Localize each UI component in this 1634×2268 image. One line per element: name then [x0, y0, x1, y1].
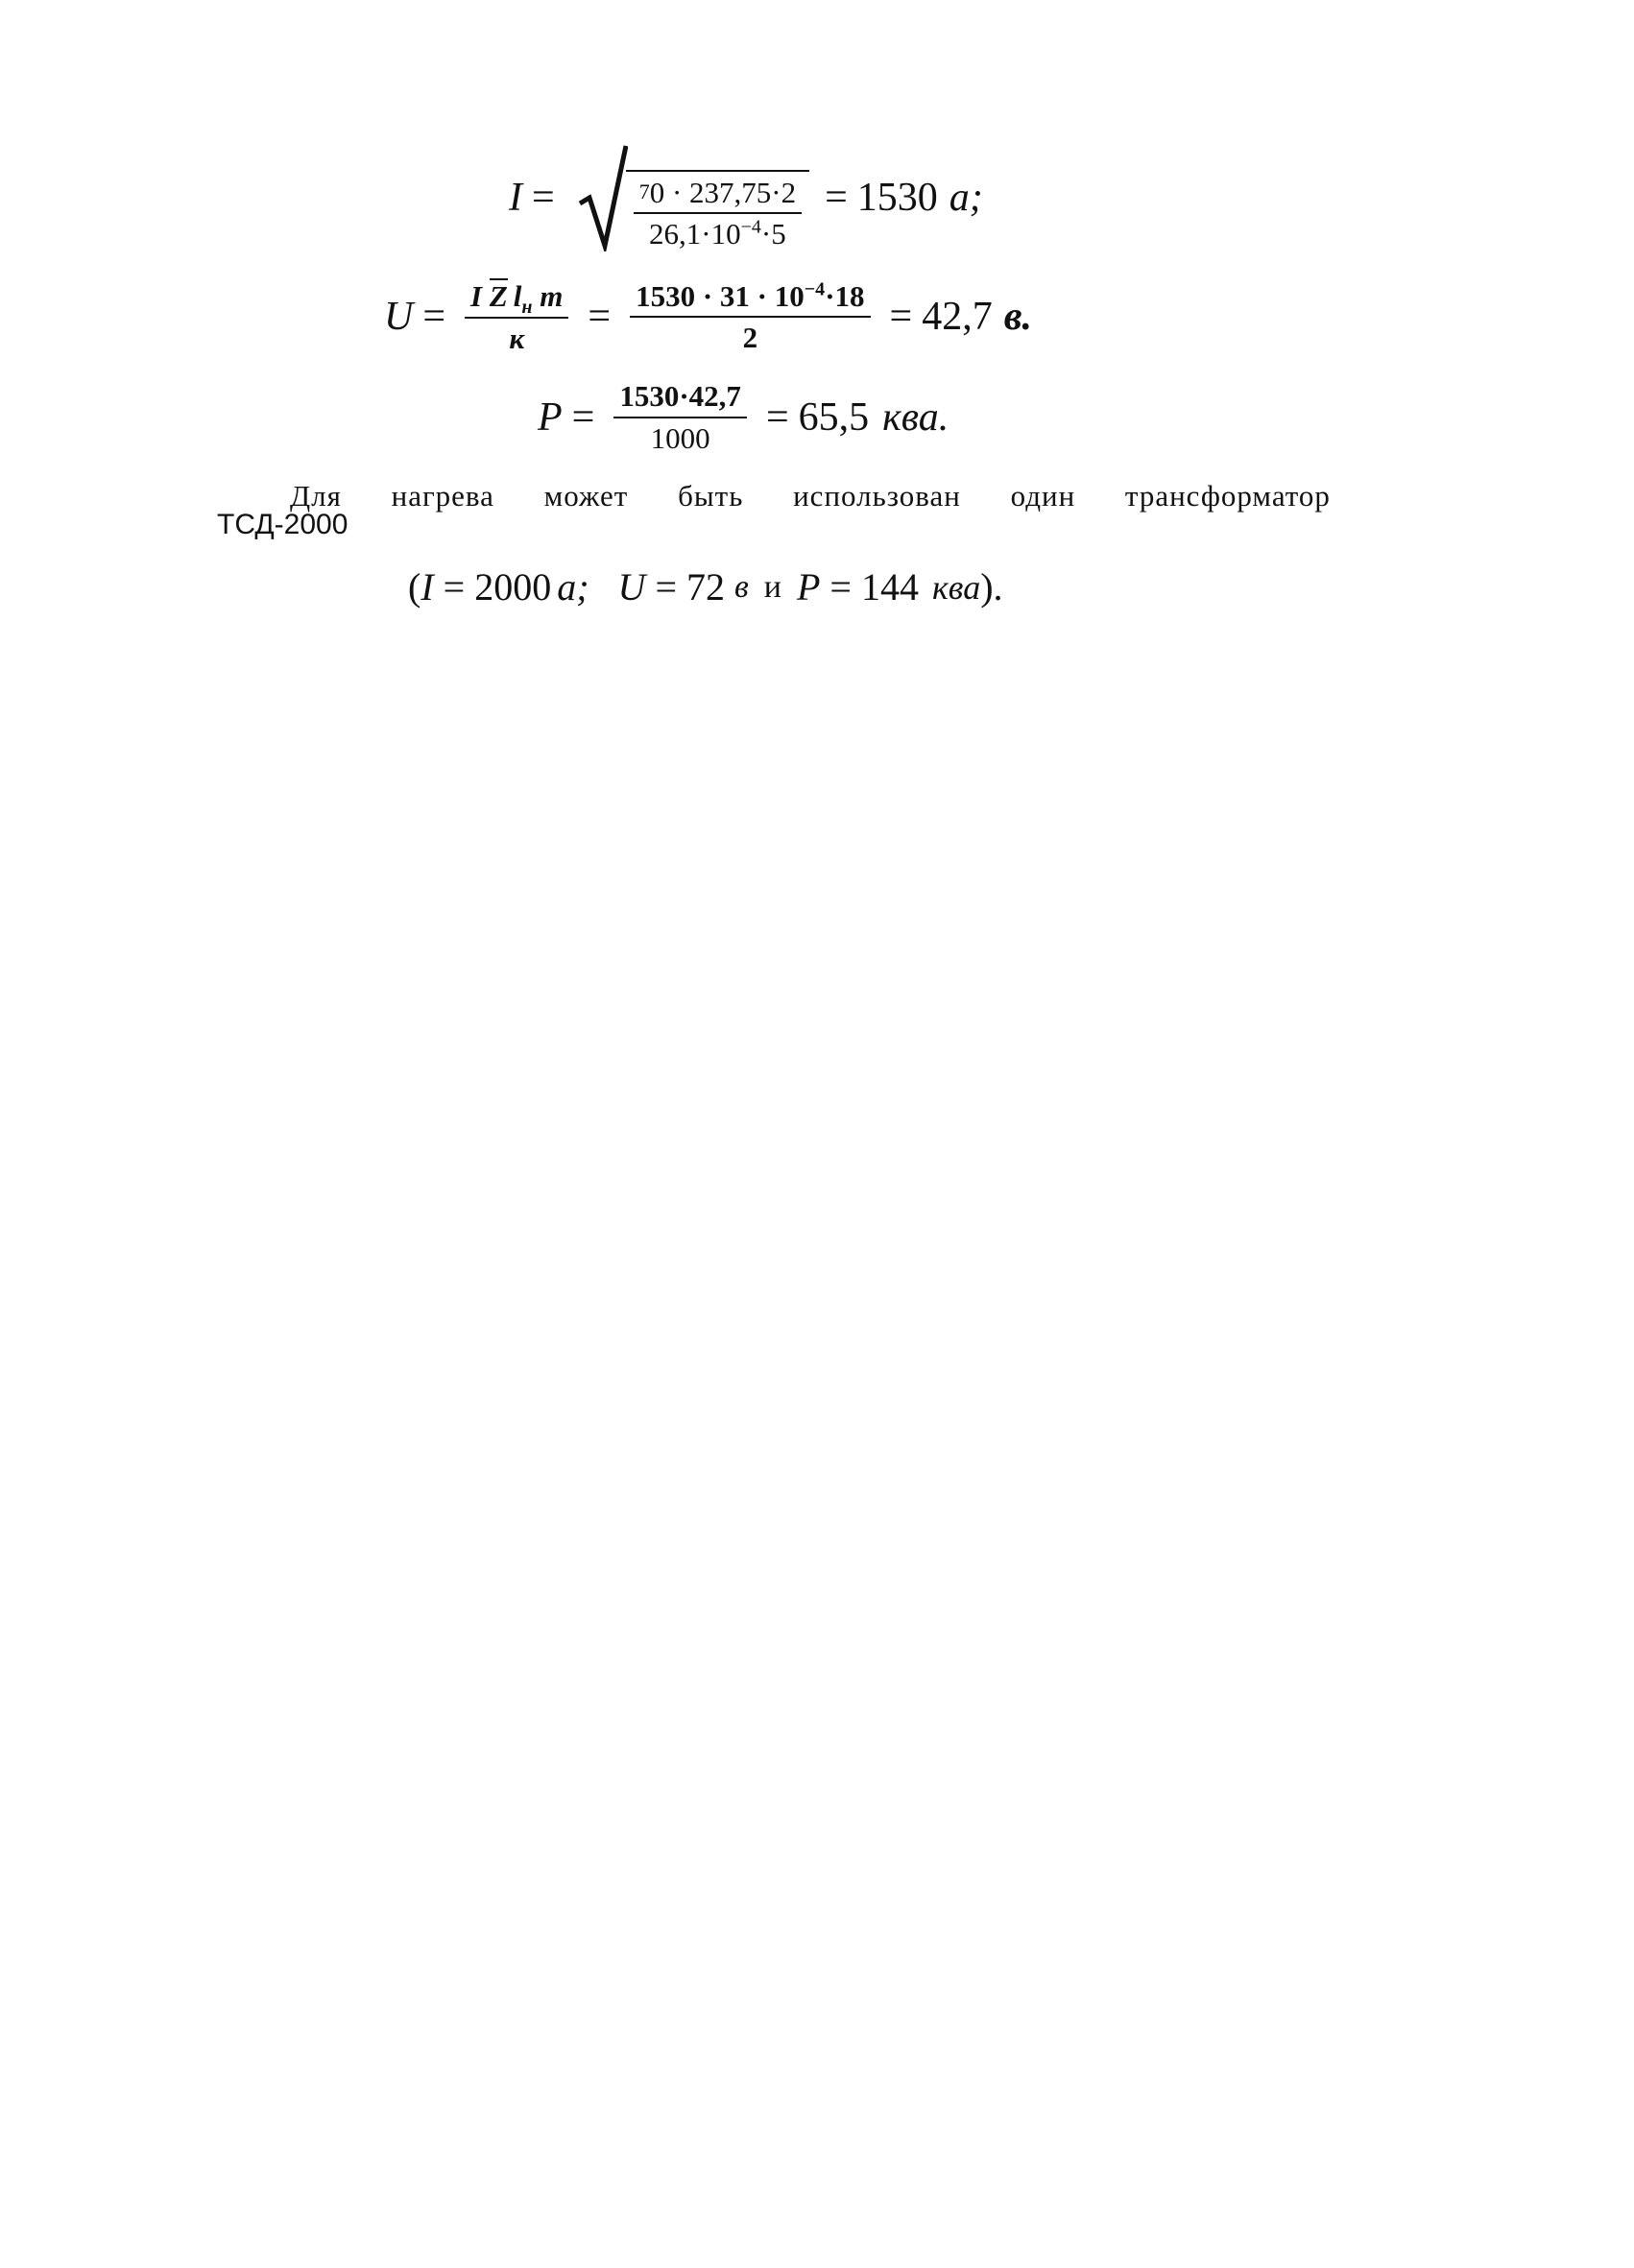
radicand: [626, 170, 809, 251]
symbol-l-subscript: н: [521, 297, 533, 319]
eq4-equals-c: =: [829, 565, 852, 609]
eq4-symbol-P: P: [796, 565, 821, 609]
square-root: [578, 144, 809, 251]
eq4-I-unit: a;: [557, 565, 589, 609]
fraction-bar: [630, 316, 870, 318]
paragraph-line-2: ТСД-2000: [217, 509, 348, 541]
eq1-lhs: I: [509, 176, 522, 220]
eq2-fraction-numeric: [630, 279, 870, 355]
paragraph-word: использован: [793, 479, 961, 513]
eq4-open-paren: (: [408, 565, 421, 609]
eq4-conjunction: и: [763, 568, 781, 605]
num2-part-b: ·18: [825, 278, 865, 313]
symbol-I: I: [470, 279, 483, 313]
body-paragraph: [217, 480, 1331, 541]
paragraph-word: может: [543, 479, 629, 513]
eq3-numerator: 1530·42,7: [619, 379, 741, 413]
symbol-m: m: [540, 279, 564, 313]
radical-sign-icon: [578, 144, 628, 251]
eq1-equals-result: =: [825, 176, 848, 220]
radical-index: 7: [638, 179, 650, 203]
symbol-l: l: [513, 279, 522, 313]
eq4-U-value: 72: [686, 565, 725, 609]
eq1-equals: =: [532, 176, 555, 220]
eq4-equals-a: =: [443, 565, 466, 609]
eq2-equals-2: =: [588, 295, 612, 340]
eq3-equals-2: =: [765, 394, 789, 440]
paragraph-word: один: [1010, 479, 1076, 513]
eq3-fraction: [613, 379, 747, 455]
eq4-P-unit: ква: [931, 567, 981, 607]
eq4-U-unit: в: [734, 568, 749, 605]
equation-voltage: [384, 278, 1032, 355]
eq2-result-unit: в.: [1003, 295, 1032, 340]
radicand-denominator: [643, 217, 792, 251]
equation-transformer-ratings: [408, 564, 1003, 609]
paragraph-word: быть: [678, 479, 744, 513]
eq3-denominator: 1000: [650, 420, 710, 455]
eq4-symbol-I: I: [421, 565, 434, 609]
eq4-equals-b: =: [655, 565, 677, 609]
den-part-a: 26,1·10: [649, 217, 741, 251]
eq2-result-value: 42,7: [922, 295, 993, 340]
paragraph-word: нагрева: [391, 479, 494, 513]
eq4-I-value: 2000: [474, 565, 552, 609]
eq2-fraction-symbolic: [465, 278, 568, 355]
equation-power: [538, 379, 949, 455]
fraction-bar: [613, 417, 747, 418]
eq2-symbolic-denominator: к: [509, 321, 525, 355]
eq4-P-value: 144: [860, 565, 919, 609]
eq2-numeric-numerator: [630, 279, 870, 314]
num2-exponent: −4: [804, 278, 826, 300]
fraction-bar: [634, 212, 802, 214]
eq3-lhs: P: [538, 394, 563, 440]
den-part-b: ·5: [760, 217, 786, 251]
paragraph-line-1: [217, 480, 1331, 512]
paragraph-word: трансформатор: [1124, 479, 1331, 513]
eq2-numeric-denominator: 2: [742, 321, 758, 355]
eq4-symbol-U: U: [617, 565, 646, 609]
eq2-symbolic-numerator: [465, 278, 568, 319]
eq4-close-paren: ).: [980, 565, 1003, 609]
fraction-bar: [465, 317, 568, 319]
eq3-result-unit: ква.: [882, 394, 949, 440]
eq2-equals: =: [422, 295, 446, 340]
eq1-result-unit: a;: [949, 176, 983, 220]
eq2-lhs: U: [384, 295, 414, 340]
radicand-numerator: [634, 176, 802, 210]
symbol-Z-bar: Z: [489, 279, 508, 313]
radicand-numerator-text: 0 · 237,75·2: [649, 175, 797, 209]
eq3-equals: =: [571, 394, 595, 440]
radicand-fraction: [634, 176, 802, 251]
eq1-result-value: 1530: [856, 176, 938, 220]
eq2-equals-3: =: [889, 295, 913, 340]
equation-current: [509, 144, 983, 251]
paragraph-word: Для: [290, 479, 342, 513]
num2-part-a: 1530 · 31 · 10: [636, 278, 805, 313]
eq3-result-value: 65,5: [798, 394, 870, 440]
den-exponent: −4: [740, 217, 761, 239]
